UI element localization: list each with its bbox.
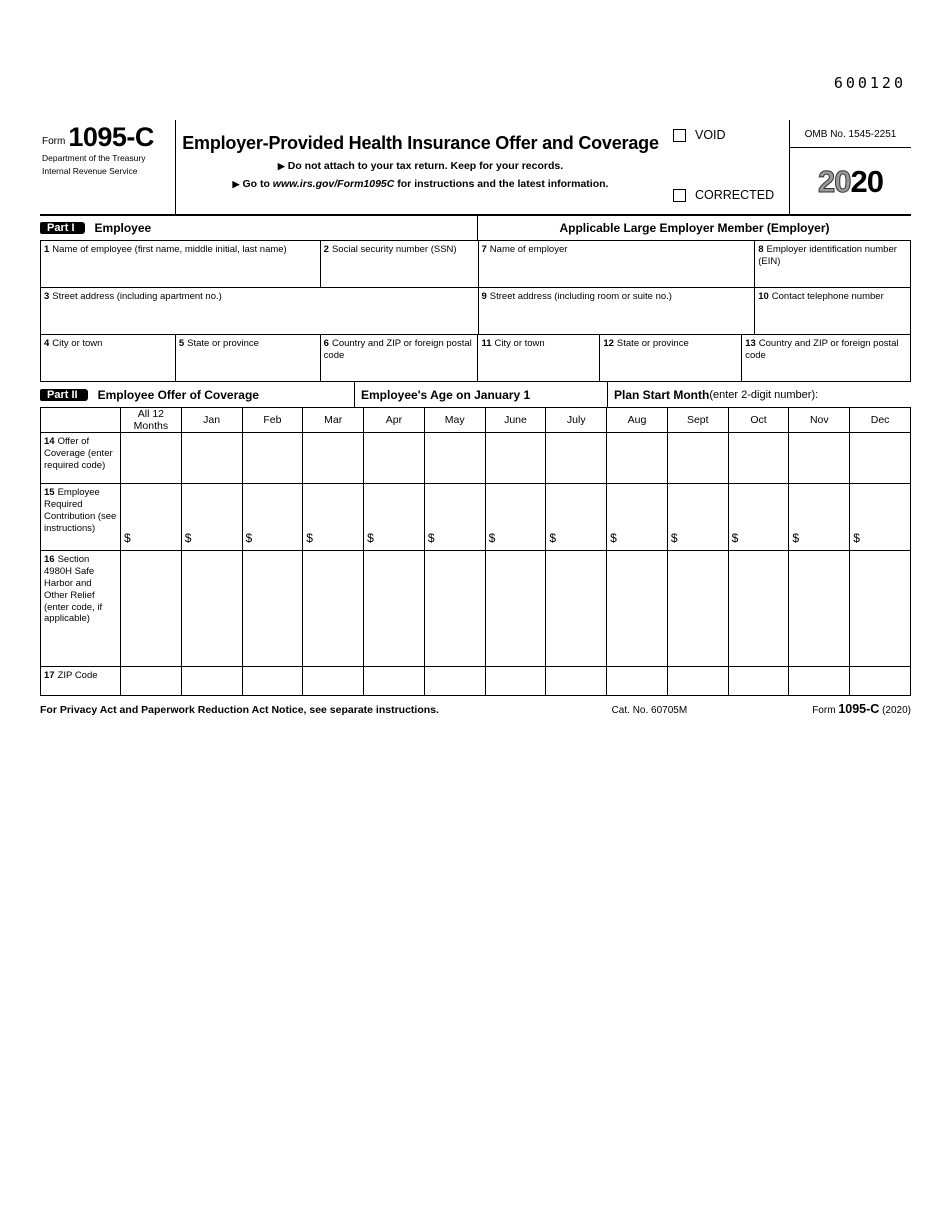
dollar-sign: $	[124, 531, 131, 545]
privacy-act-notice: For Privacy Act and Paperwork Reduction Act Notice, see separate instructions.	[40, 704, 439, 716]
offer-code-cell[interactable]	[850, 433, 911, 484]
footer-form-number: 1095-C	[838, 702, 880, 716]
row15-label	[41, 484, 121, 551]
arrow-icon: ▶	[232, 179, 240, 189]
contribution-cell[interactable]	[181, 484, 242, 551]
safe-harbor-cell[interactable]	[364, 551, 425, 667]
corrected-label: CORRECTED	[695, 188, 775, 202]
col-jan: Jan	[181, 408, 242, 433]
col-feb: Feb	[242, 408, 303, 433]
offer-code-cell[interactable]	[424, 433, 485, 484]
footer-form-year: (2020)	[882, 705, 911, 716]
zip-code-cell[interactable]	[850, 667, 911, 696]
catalog-number: Cat. No. 60705M	[611, 705, 688, 716]
zip-code-cell[interactable]	[546, 667, 607, 696]
instruction-line-1	[176, 160, 665, 172]
offer-code-cell[interactable]	[607, 433, 668, 484]
part2-offer-heading-section	[40, 382, 355, 407]
zip-code-cell[interactable]	[303, 667, 364, 696]
field-label: City or town	[494, 338, 545, 349]
title-block	[176, 120, 665, 214]
safe-harbor-cell[interactable]	[181, 551, 242, 667]
contribution-cell[interactable]	[121, 484, 182, 551]
dollar-sign: $	[670, 531, 678, 545]
contribution-cell[interactable]	[424, 484, 485, 551]
form-header	[40, 120, 911, 216]
col-all-12-months: All 12 Months	[121, 408, 182, 433]
safe-harbor-cell[interactable]	[667, 551, 728, 667]
row-number: 17	[44, 670, 55, 681]
col-oct: Oct	[728, 408, 789, 433]
row-17-zip-code	[41, 667, 911, 696]
row-number: 16	[44, 554, 55, 565]
field-number: 1	[44, 244, 50, 255]
offer-code-cell[interactable]	[242, 433, 303, 484]
form-number: 1095-C	[68, 122, 154, 152]
form-body	[40, 120, 911, 716]
field-6-employee-country-zip[interactable]	[321, 335, 479, 382]
field-number: 9	[481, 291, 487, 302]
contribution-cell[interactable]	[607, 484, 668, 551]
col-may: May	[424, 408, 485, 433]
footer-form-word: Form	[812, 705, 836, 716]
instruction-text-2-post: for instructions and the latest information.	[394, 178, 609, 190]
field-number: 11	[481, 338, 492, 349]
safe-harbor-cell[interactable]	[546, 551, 607, 667]
contribution-cell[interactable]	[728, 484, 789, 551]
part1-bar	[40, 216, 911, 241]
offer-code-cell[interactable]	[121, 433, 182, 484]
col-july: July	[546, 408, 607, 433]
field-13-employer-country-zip[interactable]	[742, 335, 911, 382]
row-14-offer-of-coverage	[41, 433, 911, 484]
field-label: City or town	[52, 338, 103, 349]
instruction-text-2-pre: Go to	[242, 178, 273, 190]
part1-row-3	[41, 335, 911, 382]
offer-code-cell[interactable]	[485, 433, 546, 484]
safe-harbor-cell[interactable]	[607, 551, 668, 667]
row-label: Section 4980H Safe Harbor and Other Relief (enter code, if applicable)	[44, 554, 103, 625]
field-4-employee-city[interactable]	[41, 335, 176, 382]
row-15-employee-contribution	[41, 484, 911, 551]
field-label: State or province	[187, 338, 259, 349]
omb-year-block	[789, 120, 911, 214]
field-number: 8	[758, 244, 764, 255]
arrow-icon: ▶	[277, 161, 285, 171]
employee-age-heading: Employee's Age on January 1	[355, 382, 608, 407]
field-number: 5	[178, 338, 185, 349]
offer-code-cell[interactable]	[667, 433, 728, 484]
offer-code-cell[interactable]	[728, 433, 789, 484]
dollar-sign: $	[245, 531, 253, 545]
safe-harbor-cell[interactable]	[728, 551, 789, 667]
form-word: Form	[42, 136, 66, 147]
row17-label	[41, 667, 121, 696]
dollar-sign: $	[610, 531, 617, 545]
dollar-sign: $	[549, 531, 557, 545]
field-2-ssn[interactable]	[321, 241, 479, 288]
zip-code-cell[interactable]	[121, 667, 182, 696]
field-5-employee-state[interactable]	[176, 335, 321, 382]
form-number-line	[42, 124, 171, 151]
field-number: 10	[758, 291, 769, 302]
dollar-sign: $	[367, 531, 374, 545]
dollar-sign: $	[488, 531, 496, 545]
dollar-sign: $	[731, 531, 739, 545]
part1-row-1	[41, 241, 911, 288]
field-label: Social security number (SSN)	[331, 244, 457, 255]
offer-code-cell[interactable]	[364, 433, 425, 484]
zip-code-cell[interactable]	[181, 667, 242, 696]
field-number: 7	[481, 244, 487, 255]
table-corner-cell	[41, 408, 121, 433]
zip-code-cell[interactable]	[667, 667, 728, 696]
part1-row-2	[41, 288, 911, 335]
safe-harbor-cell[interactable]	[424, 551, 485, 667]
void-label: VOID	[695, 128, 726, 142]
footer-form-id	[812, 702, 911, 716]
contribution-cell[interactable]	[303, 484, 364, 551]
col-nov: Nov	[789, 408, 850, 433]
dollar-sign: $	[427, 531, 435, 545]
part2-badge: Part II	[40, 389, 88, 401]
safe-harbor-cell[interactable]	[242, 551, 303, 667]
form-id-block	[40, 120, 176, 214]
contribution-cell[interactable]	[850, 484, 911, 551]
safe-harbor-cell[interactable]	[789, 551, 850, 667]
zip-code-cell[interactable]	[485, 667, 546, 696]
safe-harbor-cell[interactable]	[121, 551, 182, 667]
plan-start-month-hint: (enter 2-digit number):	[709, 388, 819, 401]
dollar-sign: $	[792, 531, 800, 545]
field-number: 13	[745, 338, 756, 349]
field-8-ein[interactable]	[755, 241, 911, 288]
part2-bar	[40, 382, 911, 407]
plan-start-month-label: Plan Start Month	[614, 387, 710, 402]
offer-code-cell[interactable]	[181, 433, 242, 484]
safe-harbor-cell[interactable]	[485, 551, 546, 667]
corrected-row	[673, 188, 789, 202]
col-dec: Dec	[850, 408, 911, 433]
field-label: Name of employee (first name, middle initial, last name)	[52, 244, 287, 255]
zip-code-cell[interactable]	[424, 667, 485, 696]
field-label: Country and ZIP or foreign postal code	[323, 338, 472, 361]
void-row	[673, 128, 789, 142]
part2-coverage-table	[40, 407, 911, 696]
col-june: June	[485, 408, 546, 433]
contribution-cell[interactable]	[789, 484, 850, 551]
field-7-employer-name[interactable]	[479, 241, 756, 288]
dept-line-2: Internal Revenue Service	[42, 166, 138, 177]
row-label: Offer of Coverage (enter required code)	[44, 436, 113, 471]
zip-code-cell[interactable]	[607, 667, 668, 696]
field-label: Street address (including room or suite no.)	[489, 291, 672, 302]
void-corrected-block	[665, 120, 789, 214]
form-footer	[40, 702, 911, 716]
form-title: Employer-Provided Health Insurance Offer and Coverage	[182, 133, 659, 153]
dollar-sign: $	[184, 531, 192, 545]
row-16-safe-harbor	[41, 551, 911, 667]
part1-grid	[40, 241, 911, 382]
corrected-checkbox[interactable]	[673, 189, 686, 202]
row-label: Employee Required Contribution (see instructions)	[44, 487, 117, 534]
field-9-employer-street[interactable]	[479, 288, 756, 335]
zip-code-cell[interactable]	[242, 667, 303, 696]
col-aug: Aug	[607, 408, 668, 433]
tax-year-bold: 20	[850, 163, 883, 199]
void-checkbox[interactable]	[673, 129, 686, 142]
field-number: 2	[323, 244, 329, 255]
field-number: 12	[603, 338, 614, 349]
field-1-employee-name[interactable]	[41, 241, 321, 288]
tax-year	[790, 148, 911, 214]
dollar-sign: $	[306, 531, 313, 545]
field-number: 4	[44, 338, 50, 349]
field-label: Street address (including apartment no.)	[52, 291, 222, 302]
field-label: Country and ZIP or foreign postal code	[745, 338, 899, 361]
field-11-employer-city[interactable]	[478, 335, 600, 382]
contribution-cell[interactable]	[546, 484, 607, 551]
field-number: 6	[323, 338, 329, 349]
row-number: 15	[44, 487, 55, 498]
zip-code-cell[interactable]	[728, 667, 789, 696]
field-12-employer-state[interactable]	[600, 335, 742, 382]
safe-harbor-cell[interactable]	[850, 551, 911, 667]
tax-year-outline: 20	[818, 163, 851, 199]
part1-employee-section-heading	[40, 216, 478, 240]
offer-code-cell[interactable]	[303, 433, 364, 484]
field-number: 3	[44, 291, 50, 302]
contribution-cell[interactable]	[485, 484, 546, 551]
month-header-row	[41, 408, 911, 433]
plan-start-month-section	[608, 382, 911, 407]
safe-harbor-cell[interactable]	[303, 551, 364, 667]
irs-url: www.irs.gov/Form1095C	[272, 178, 395, 190]
contribution-cell[interactable]	[364, 484, 425, 551]
row-label: ZIP Code	[57, 670, 98, 681]
contribution-cell[interactable]	[242, 484, 303, 551]
omb-number: OMB No. 1545-2251	[790, 120, 911, 148]
col-apr: Apr	[364, 408, 425, 433]
part1-employee-heading: Employee	[94, 221, 152, 235]
row14-label	[41, 433, 121, 484]
col-sept: Sept	[667, 408, 728, 433]
field-10-contact-phone[interactable]	[755, 288, 911, 335]
offer-code-cell[interactable]	[546, 433, 607, 484]
field-label: State or province	[616, 338, 689, 349]
contribution-cell[interactable]	[667, 484, 728, 551]
row-number: 14	[44, 436, 55, 447]
part2-offer-heading: Employee Offer of Coverage	[97, 387, 259, 402]
field-label: Contact telephone number	[771, 291, 884, 302]
row16-label	[41, 551, 121, 667]
dept-line-1: Department of the Treasury	[42, 153, 146, 163]
part1-employer-heading: Applicable Large Employer Member (Employer)	[559, 221, 830, 235]
zip-code-cell[interactable]	[789, 667, 850, 696]
zip-code-cell[interactable]	[364, 667, 425, 696]
field-label: Name of employer	[489, 244, 568, 255]
part1-badge: Part I	[40, 222, 85, 234]
document-code: 600120	[833, 74, 906, 92]
col-mar: Mar	[303, 408, 364, 433]
dollar-sign: $	[853, 531, 860, 545]
field-3-employee-street[interactable]	[41, 288, 479, 335]
instruction-text-1: Do not attach to your tax return. Keep for your records.	[287, 160, 564, 172]
instruction-line-2	[176, 178, 665, 190]
offer-code-cell[interactable]	[789, 433, 850, 484]
field-label: Employer identification number (EIN)	[758, 244, 897, 267]
